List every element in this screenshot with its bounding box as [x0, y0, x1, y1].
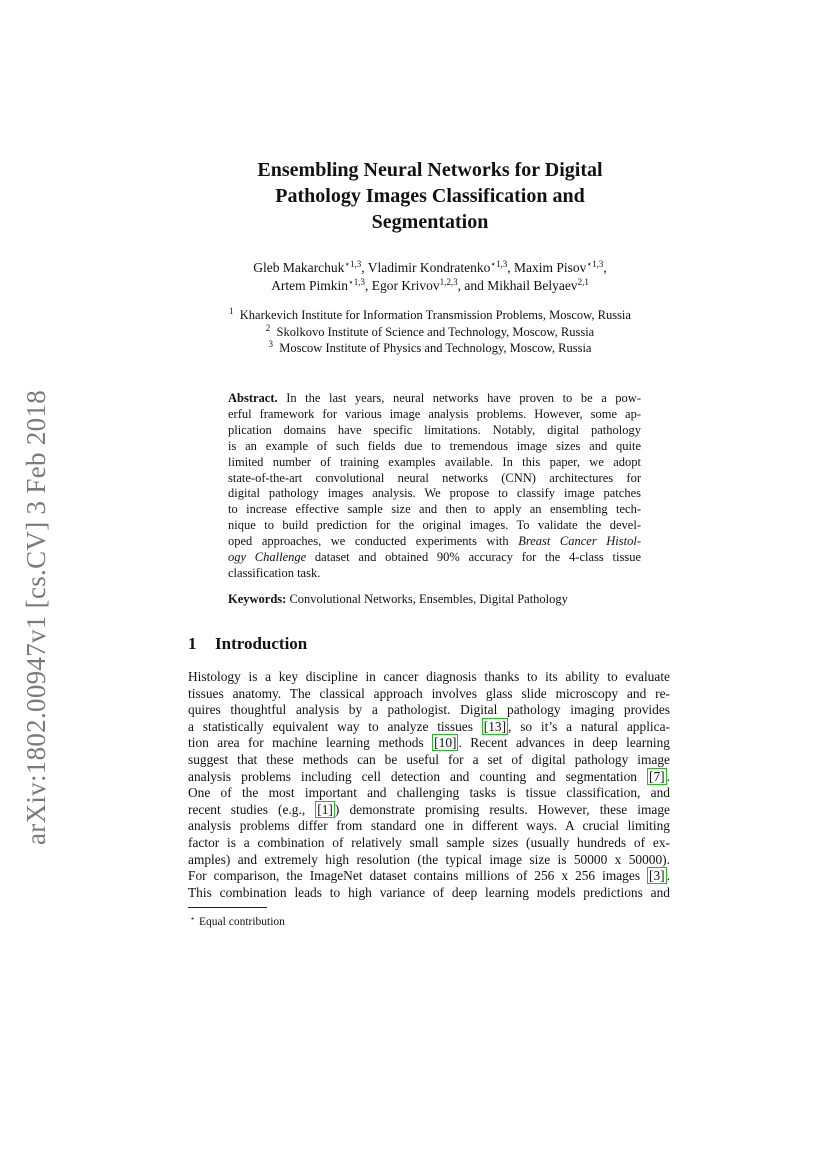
- abstract-line: to increase effective sample size and then to apply an ensembling tech-: [228, 502, 641, 517]
- abstract-text: dataset and obtained 90% accuracy for the 4-class tissue: [306, 550, 641, 565]
- affiliation-number: 3: [268, 339, 274, 349]
- body-line: quires thoughtful analysis by a pathologist. Digital pathology imaging provides: [188, 702, 670, 718]
- body-line: analysis problems differ from standard one in different ways. A crucial limiting: [188, 818, 670, 834]
- affiliation-number: 1: [229, 306, 234, 316]
- author-affiliation-marker: ⋆1,3: [586, 259, 604, 269]
- title-line: Pathology Images Classification and: [275, 185, 585, 207]
- body-text: recent studies (e.g.,: [188, 801, 316, 817]
- abstract-line: [228, 534, 641, 550]
- body-line: Histology is a key discipline in cancer diagnosis thanks to its ability to evaluate: [188, 669, 670, 684]
- affiliation: [150, 307, 710, 324]
- body-line: This combination leads to high variance of deep learning models predictions and: [188, 884, 670, 900]
- abstract-line: [228, 550, 641, 566]
- author-name: Vladimir Kondratenko: [367, 260, 491, 275]
- footnote-rule: [188, 907, 267, 908]
- affiliation-number: 2: [265, 322, 271, 333]
- body-text: tion area for machine learning methods: [188, 735, 433, 751]
- author-line: Gleb Makarchuk$^{⋆1,3}$, Vladimir Kondratenko$^{⋆1,3}$, Maxim Pisov$^{⋆1,3}$,: [253, 259, 607, 275]
- abstract-line: classification task.: [228, 565, 321, 580]
- author-line: Artem Pimkin$^{⋆1,3}$, Egor Krivov$^{1,2,3}$, and Mikhail Belyaev$^{2,1}$: [271, 277, 589, 293]
- affiliation-list: [150, 307, 710, 357]
- body-line: factor is a combination of relatively small sample sizes (usually hundreds of ex-: [188, 834, 670, 850]
- body-text: .: [666, 868, 670, 884]
- abstract: [228, 391, 641, 582]
- abstract-line: state-of-the-art convolutional neural networks (CNN) architectures for: [228, 470, 641, 485]
- author-affiliation-marker: 1,2,3: [439, 277, 458, 287]
- author-conjunction: and: [464, 278, 484, 293]
- body-text: ) demonstrate promising results. However, these image: [334, 801, 670, 817]
- keywords-label: Keywords:: [228, 592, 287, 606]
- abstract-text: oped approaches, we conducted experiments with: [228, 534, 519, 549]
- body-text: a statistically equivalent way to analyze tissues: [188, 718, 482, 734]
- body-line: suggest that these methods can be useful for a set of digital pathology image: [188, 751, 670, 767]
- author-affiliation-marker: 2,1: [577, 277, 589, 287]
- section-number: 1: [188, 634, 197, 653]
- footnote: [188, 911, 285, 930]
- abstract-text: In the last years, neural networks have proven to be a pow-: [286, 391, 641, 405]
- footnote-mark: ⋆: [190, 914, 196, 923]
- affiliation-text: Moscow Institute of Physics and Technology, Moscow, Russia: [279, 341, 592, 355]
- affiliation-text: Kharkevich Institute for Information Transmission Problems, Moscow, Russia: [239, 308, 631, 322]
- abstract-line: plication domains have specific limitations. Notably, digital pathology: [228, 422, 641, 437]
- keywords: [228, 591, 641, 607]
- body-line: One of the most important and challenging tasks is tissue classification, and: [188, 785, 670, 801]
- body-line: amples) and extremely high resolution (the typical image size is 50000 x 50000).: [188, 851, 670, 867]
- citation-link[interactable]: [7]: [649, 768, 665, 784]
- body-text: .: [666, 768, 670, 784]
- body-line: [188, 735, 670, 752]
- author-name: Egor Krivov: [371, 278, 440, 293]
- author-list: [150, 259, 710, 295]
- author-affiliation-marker: ⋆1,3: [490, 259, 508, 269]
- author-affiliation-marker: ⋆1,3: [348, 277, 365, 287]
- affiliation: [150, 340, 710, 357]
- abstract-line: [228, 391, 641, 407]
- author-name: Mikhail Belyaev: [487, 278, 578, 293]
- arxiv-identifier-stamp: arXiv:1802.00947v1 [cs.CV] 3 Feb 2018: [21, 389, 51, 845]
- title-line: Ensembling Neural Networks for Digital: [257, 159, 603, 181]
- body-text: , so it’s a natural applica-: [508, 718, 670, 734]
- author-affiliation-marker: ⋆1,3: [344, 259, 362, 269]
- section-title: Introduction: [215, 634, 308, 653]
- abstract-line: digital pathology images analysis. We propose to classify image patches: [228, 486, 641, 501]
- author-name: Gleb Makarchuk: [253, 260, 345, 275]
- abstract-line: erful framework for various image analysis problems. However, some ap-: [228, 406, 641, 421]
- body-text: analysis problems including cell detection and counting and segmentation: [188, 768, 648, 784]
- abstract-line: limited number of training examples available. In this paper, we adopt: [228, 454, 641, 469]
- footnote-text: Equal contribution: [199, 916, 285, 928]
- dataset-name-italic: Breast Cancer Histol-: [518, 534, 641, 549]
- affiliation-text: Skolkovo Institute of Science and Technology, Moscow, Russia: [276, 324, 595, 339]
- section-heading: [188, 633, 307, 655]
- body-text: . Recent advances in deep learning: [458, 735, 670, 751]
- author-name: Maxim Pisov: [514, 260, 587, 275]
- abstract-line: is an example of such fields due to tremendous image sizes and quite: [228, 438, 641, 453]
- abstract-label: Abstract.: [228, 391, 278, 405]
- body-line: [188, 802, 670, 819]
- citation-link[interactable]: [10]: [434, 735, 457, 751]
- body-line: tissues anatomy. The classical approach involves glass slide microscopy and re-: [188, 685, 670, 701]
- body-line: [188, 719, 670, 736]
- body-line: [188, 868, 670, 885]
- citation-link[interactable]: [1]: [317, 801, 333, 817]
- body-text: For comparison, the ImageNet dataset contains millions of 256 x 256 images: [188, 868, 648, 884]
- introduction-body: [188, 669, 670, 901]
- body-line: [188, 769, 670, 786]
- dataset-name-italic: ogy Challenge: [228, 550, 307, 565]
- citation-link[interactable]: [3]: [649, 868, 665, 884]
- keywords-text: Convolutional Networks, Ensembles, Digital Pathology: [289, 592, 568, 606]
- author-name: Artem Pimkin: [271, 278, 349, 293]
- paper-title: [150, 157, 710, 235]
- title-line: Segmentation: [371, 211, 489, 233]
- affiliation: [150, 324, 710, 341]
- abstract-line: nique to build prediction for the original images. To validate the devel-: [228, 518, 641, 533]
- citation-link[interactable]: [13]: [483, 718, 507, 734]
